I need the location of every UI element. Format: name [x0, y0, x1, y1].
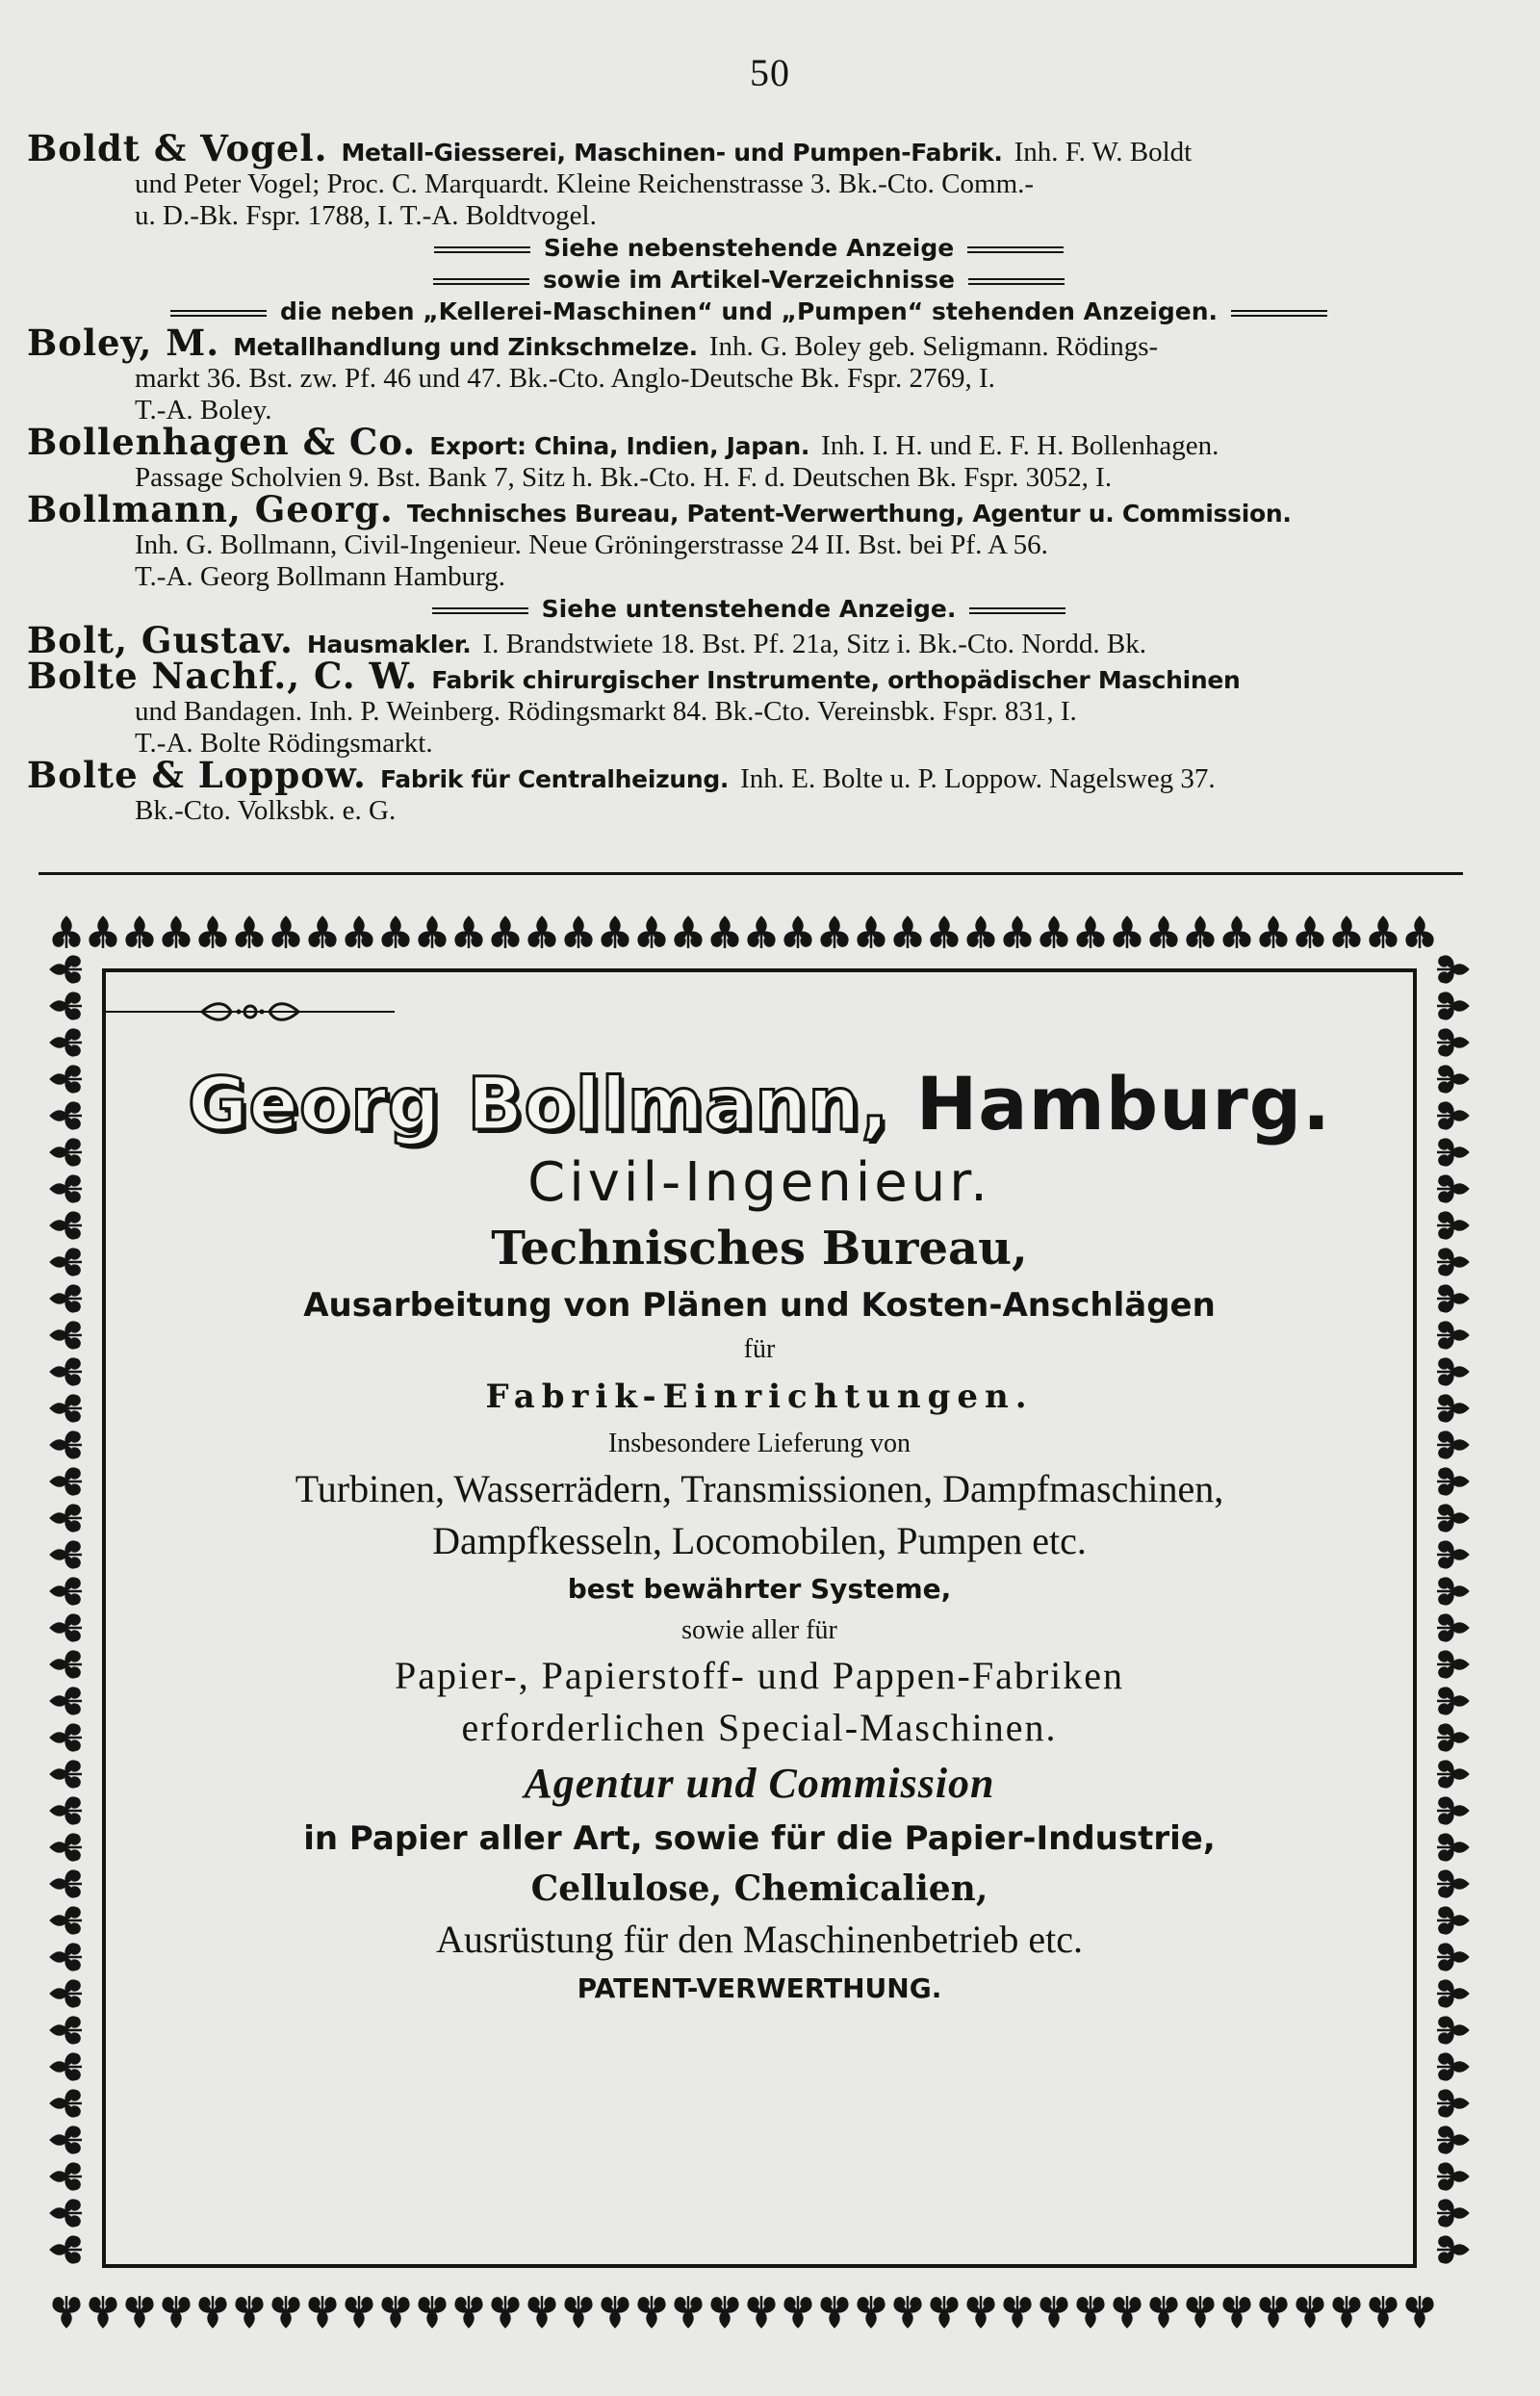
entry-detail: Inh. E. Bolte u. P. Loppow. Nagelsweg 37. [740, 763, 1216, 794]
fleur-ornament [1437, 1542, 1468, 1568]
entry-continuation: u. D.-Bk. Fspr. 1788, I. T.-A. Boldtvogel. [135, 200, 597, 231]
advertisement-frame [42, 909, 1476, 2335]
cross-reference [27, 232, 1471, 264]
fleur-ornament [1437, 1213, 1468, 1239]
fleur-ornament [1437, 1688, 1468, 1714]
cross-reference [27, 264, 1471, 296]
fleur-ornament [932, 917, 958, 948]
section-divider [38, 872, 1463, 875]
entry-first-line [27, 421, 1471, 463]
fleur-ornament [51, 1542, 82, 1568]
fleur-ornament [1437, 2091, 1468, 2117]
reference-text: die neben „Kellerei-Maschinen“ und „Pumpen“ stehenden Anzeigen. [279, 297, 1218, 325]
entry-detail: Inh. G. Boley geb. Seligmann. Rödings- [708, 331, 1159, 362]
ad-line: best bewährter Systeme, [567, 1573, 952, 1605]
fleur-ornament [273, 2296, 299, 2327]
reference-text: Siehe untenstehende Anzeige. [541, 595, 957, 623]
fleur-ornament [127, 917, 153, 948]
business-heading: Metall-Giesserei, Maschinen- und Pumpen-Fabrik. [341, 139, 1003, 167]
fleur-ornament [1437, 1579, 1468, 1605]
fleur-ornament [639, 917, 665, 948]
fleur-ornament [273, 917, 299, 948]
fleur-ornament [164, 2296, 190, 2327]
fleur-ornament [1005, 2296, 1031, 2327]
fleur-ornament [51, 2237, 82, 2263]
ad-title-city: Hamburg. [915, 1061, 1332, 1146]
fleur-ornament [1297, 917, 1323, 948]
fleur-ornament [346, 917, 372, 948]
ad-line: Fabrik-Einrichtungen. [485, 1378, 1034, 1416]
fleur-ornament [566, 2296, 592, 2327]
page-number: 50 [750, 51, 790, 94]
fleur-ornament [1437, 1981, 1468, 2007]
entry-first-line [27, 322, 1471, 364]
fleur-ornament [164, 917, 190, 948]
fleur-ornament [1437, 2237, 1468, 2263]
fleur-ornament [1115, 917, 1141, 948]
fleur-ornament [1437, 1359, 1468, 1385]
fleur-ornament [1437, 1176, 1468, 1202]
fleur-ornament [1437, 2054, 1468, 2080]
fleur-ornament [603, 917, 629, 948]
ad-body [106, 1217, 1413, 2012]
fleur-ornament [859, 917, 885, 948]
fleur-ornament [1437, 1652, 1468, 1678]
fleur-ornament [51, 1323, 82, 1349]
directory-entry [27, 421, 1471, 494]
fleur-ornament [51, 1469, 82, 1495]
fleur-ornament [493, 2296, 519, 2327]
entry-detail: Inh. I. H. und E. F. H. Bollenhagen. [821, 430, 1219, 461]
entry-detail: Inh. F. W. Boldt [1014, 137, 1193, 167]
fleur-ornament [822, 917, 848, 948]
fleur-ornament [51, 1067, 82, 1093]
fleur-ornament [932, 2296, 958, 2327]
fleur-ornament [51, 1506, 82, 1532]
ad-title [106, 1061, 1413, 1147]
fleur-ornament [1437, 1103, 1468, 1129]
entry-continuation: und Bandagen. Inh. P. Weinberg. Rödingsmarkt 84. Bk.-Cto. Vereinsbk. Fspr. 831, I. [135, 696, 1077, 727]
fleur-ornament [822, 2296, 848, 2327]
entry-continuation: T.-A. Georg Bollmann Hamburg. [135, 561, 506, 592]
company-name: Boley, M. [27, 322, 220, 364]
divider-ornament [106, 997, 395, 1026]
ad-line: Turbinen, Wasserrädern, Transmissionen, Dampfmaschinen, [295, 1467, 1224, 1510]
fleur-ornament [1437, 1725, 1468, 1751]
fleur-ornament [1334, 917, 1360, 948]
fleur-ornament [51, 1030, 82, 1056]
fleur-ornament [200, 2296, 226, 2327]
fleur-ornament [51, 2018, 82, 2044]
fleur-ornament [200, 917, 226, 948]
fleur-ornament [1041, 917, 1067, 948]
entry-continuation: T.-A. Bolte Rödingsmarkt. [135, 728, 433, 759]
fleur-ornament [1224, 2296, 1250, 2327]
ad-line: Cellulose, Chemicalien, [530, 1868, 988, 1909]
fleur-ornament [1407, 2296, 1433, 2327]
entry-continuation: Passage Scholvien 9. Bst. Bank 7, Sitz h. Bk.-Cto. H. F. d. Deutschen Bk. Fspr. 3052, I. [135, 462, 1113, 493]
fleur-ornament [859, 2296, 885, 2327]
fleur-ornament [676, 2296, 702, 2327]
fleur-ornament [712, 917, 738, 948]
fleur-ornament [51, 1945, 82, 1971]
fleur-ornament [1437, 1945, 1468, 1971]
fleur-ornament [1334, 2296, 1360, 2327]
fleur-ornament [1437, 1250, 1468, 1275]
fleur-ornament [968, 917, 994, 948]
ad-line: erforderlichen Special-Maschinen. [461, 1706, 1058, 1749]
fleur-ornament [529, 2296, 555, 2327]
fleur-ornament [1151, 2296, 1177, 2327]
fleur-ornament [237, 2296, 263, 2327]
fleur-ornament [51, 1798, 82, 1824]
fleur-ornament [456, 917, 482, 948]
fleur-ornament [1041, 2296, 1067, 2327]
fleur-ornament [785, 917, 811, 948]
fleur-ornament [1437, 1871, 1468, 1897]
company-name: Bollmann, Georg. [27, 488, 394, 530]
fleur-ornament [51, 1103, 82, 1129]
directory-entry [27, 127, 1471, 327]
ad-line: Dampfkesseln, Locomobilen, Pumpen etc. [432, 1519, 1087, 1562]
ad-line: für [743, 1334, 776, 1364]
business-heading: Fabrik chirurgischer Instrumente, orthopädischer Maschinen [431, 666, 1241, 694]
entry-first-line [27, 488, 1471, 530]
fleur-ornament [90, 917, 116, 948]
ad-line: sowie aller für [681, 1615, 837, 1645]
fleur-ornament [310, 2296, 336, 2327]
fleur-ornament [1437, 2018, 1468, 2044]
fleur-ornament [51, 2127, 82, 2153]
double-rule [434, 246, 530, 253]
fleur-ornament [51, 957, 82, 983]
fleur-ornament [127, 2296, 153, 2327]
fleur-ornament [1371, 2296, 1397, 2327]
entry-first-line [27, 127, 1471, 169]
business-heading: Fabrik für Centralheizung. [379, 765, 730, 793]
fleur-ornament [51, 1432, 82, 1458]
directory-entry [27, 488, 1471, 625]
fleur-ornament [51, 1250, 82, 1275]
fleur-ornament [529, 917, 555, 948]
fleur-ornament [1437, 1140, 1468, 1166]
fleur-ornament [51, 1286, 82, 1312]
fleur-ornament [51, 1359, 82, 1385]
fleur-ornament [237, 917, 263, 948]
fleur-ornament [51, 1688, 82, 1714]
fleur-ornament [1437, 993, 1468, 1019]
double-rule [967, 246, 1064, 253]
fleur-ornament [1224, 917, 1250, 948]
entry-first-line [27, 754, 1471, 796]
entry-continuation: und Peter Vogel; Proc. C. Marquardt. Kleine Reichenstrasse 3. Bk.-Cto. Comm.- [135, 168, 1035, 199]
fleur-ornament [51, 1615, 82, 1641]
fleur-ornament [1261, 917, 1287, 948]
fleur-ornament [1437, 1798, 1468, 1824]
fleur-ornament [1188, 2296, 1214, 2327]
fleur-ornament [51, 1871, 82, 1897]
fleur-ornament [1437, 2127, 1468, 2153]
entry-first-line [27, 655, 1471, 697]
fleur-ornament [346, 2296, 372, 2327]
fleur-ornament [1297, 2296, 1323, 2327]
fleur-ornament [54, 917, 80, 948]
fleur-ornament [895, 2296, 921, 2327]
cross-reference [27, 296, 1471, 327]
ad-line: Papier-, Papierstoff- und Pappen-Fabriken [394, 1654, 1125, 1697]
fleur-ornament [1437, 2201, 1468, 2227]
fleur-ornament [749, 2296, 775, 2327]
fleur-ornament [566, 917, 592, 948]
entry-continuation: Inh. G. Bollmann, Civil-Ingenieur. Neue Gröningerstrasse 24 II. Bst. bei Pf. A 56. [135, 529, 1048, 560]
fleur-ornament [1078, 917, 1104, 948]
fleur-ornament [1437, 1030, 1468, 1056]
ad-line: PATENT-VERWERTHUNG. [577, 1972, 942, 2004]
double-rule [432, 607, 528, 614]
ad-line: Ausarbeitung von Plänen und Kosten-Anschlägen [303, 1286, 1216, 1325]
fleur-ornament [603, 2296, 629, 2327]
fleur-ornament [1437, 1506, 1468, 1532]
ad-subtitle: Civil-Ingenieur. [527, 1151, 991, 1214]
fleur-ornament [51, 1652, 82, 1678]
entry-continuation: markt 36. Bst. zw. Pf. 46 und 47. Bk.-Cto. Anglo-Deutsche Bk. Fspr. 2769, I. [135, 363, 995, 394]
fleur-ornament [1437, 1835, 1468, 1861]
fleur-ornament [51, 1176, 82, 1202]
fleur-ornament [1437, 1323, 1468, 1349]
fleur-ornament [51, 1213, 82, 1239]
directory-entry [27, 322, 1471, 426]
fleur-ornament [1261, 2296, 1287, 2327]
fleur-ornament [493, 917, 519, 948]
fleur-ornament [51, 1140, 82, 1166]
fleur-ornament [1188, 917, 1214, 948]
company-name: Bolte Nachf., C. W. [27, 655, 419, 697]
business-heading: Hausmakler. [306, 631, 472, 658]
fleur-ornament [1437, 1469, 1468, 1495]
fleur-ornament [51, 2201, 82, 2227]
fleur-ornament [51, 2164, 82, 2190]
fleur-ornament [420, 917, 446, 948]
double-rule [968, 278, 1065, 285]
fleur-ornament [51, 1579, 82, 1605]
ad-line: Agentur und Commission [524, 1760, 995, 1807]
fleur-ornament [51, 2054, 82, 2080]
fleur-ornament [51, 993, 82, 1019]
fleur-ornament [1115, 2296, 1141, 2327]
fleur-ornament [51, 2091, 82, 2117]
fleur-ornament [51, 1762, 82, 1788]
ad-line: Technisches Bureau, [491, 1222, 1028, 1275]
fleur-ornament [639, 2296, 665, 2327]
ad-line: Insbesondere Lieferung von [607, 1429, 911, 1458]
fleur-ornament [1437, 1762, 1468, 1788]
double-rule [433, 278, 529, 285]
fleur-ornament [749, 917, 775, 948]
fleur-ornament [383, 2296, 409, 2327]
business-heading: Metallhandlung und Zinkschmelze. [233, 333, 698, 361]
fleur-ornament [1437, 1067, 1468, 1093]
ad-line: in Papier aller Art, sowie für die Papier-Industrie, [303, 1819, 1216, 1858]
reference-text: Siehe nebenstehende Anzeige [543, 234, 955, 262]
fleur-ornament [1151, 917, 1177, 948]
fleur-ornament [1078, 2296, 1104, 2327]
fleur-ornament [51, 1981, 82, 2007]
fleur-ornament [1437, 957, 1468, 983]
directory-entry [27, 655, 1471, 760]
fleur-ornament [785, 2296, 811, 2327]
double-rule [969, 607, 1065, 614]
entry-continuation: T.-A. Boley. [135, 395, 272, 425]
fleur-ornament [420, 2296, 446, 2327]
fleur-ornament [51, 1835, 82, 1861]
fleur-ornament [1437, 1615, 1468, 1641]
fleur-ornament [1407, 917, 1433, 948]
fleur-ornament [676, 917, 702, 948]
company-name: Bolt, Gustav. [27, 619, 294, 661]
double-rule [170, 310, 267, 317]
company-name: Bollenhagen & Co. [27, 421, 417, 463]
business-heading: Technisches Bureau, Patent-Verwerthung, Agentur u. Commission. [406, 500, 1292, 528]
ad-title-name: Georg Bollmann, [187, 1061, 890, 1146]
fleur-ornament [968, 2296, 994, 2327]
double-rule [1231, 310, 1327, 317]
fleur-ornament [1005, 917, 1031, 948]
fleur-ornament [90, 2296, 116, 2327]
fleur-ornament [1437, 1286, 1468, 1312]
entry-continuation: Bk.-Cto. Volksbk. e. G. [135, 795, 397, 826]
fleur-ornament [456, 2296, 482, 2327]
entry-detail: I. Brandstwiete 18. Bst. Pf. 21a, Sitz i. Bk.-Cto. Nordd. Bk. [482, 629, 1146, 659]
fleur-ornament [1437, 2164, 1468, 2190]
ad-line: Ausrüstung für den Maschinenbetrieb etc. [435, 1918, 1084, 1961]
reference-text: sowie im Artikel-Verzeichnisse [543, 266, 955, 294]
business-heading: Export: China, Indien, Japan. [429, 432, 810, 460]
company-name: Bolte & Loppow. [27, 754, 367, 796]
company-name: Boldt & Vogel. [27, 127, 328, 169]
fleur-ornament [1437, 1432, 1468, 1458]
fleur-ornament [1437, 1396, 1468, 1422]
fleur-ornament [51, 1396, 82, 1422]
fleur-ornament [54, 2296, 80, 2327]
fleur-ornament [1371, 917, 1397, 948]
fleur-ornament [383, 917, 409, 948]
fleur-ornament [310, 917, 336, 948]
directory-entry [27, 754, 1471, 827]
advertisement-box [102, 968, 1417, 2268]
fleur-ornament [1437, 1908, 1468, 1934]
fleur-ornament [51, 1725, 82, 1751]
fleur-ornament [51, 1908, 82, 1934]
fleur-ornament [712, 2296, 738, 2327]
fleur-ornament [895, 917, 921, 948]
business-directory [27, 127, 1471, 827]
